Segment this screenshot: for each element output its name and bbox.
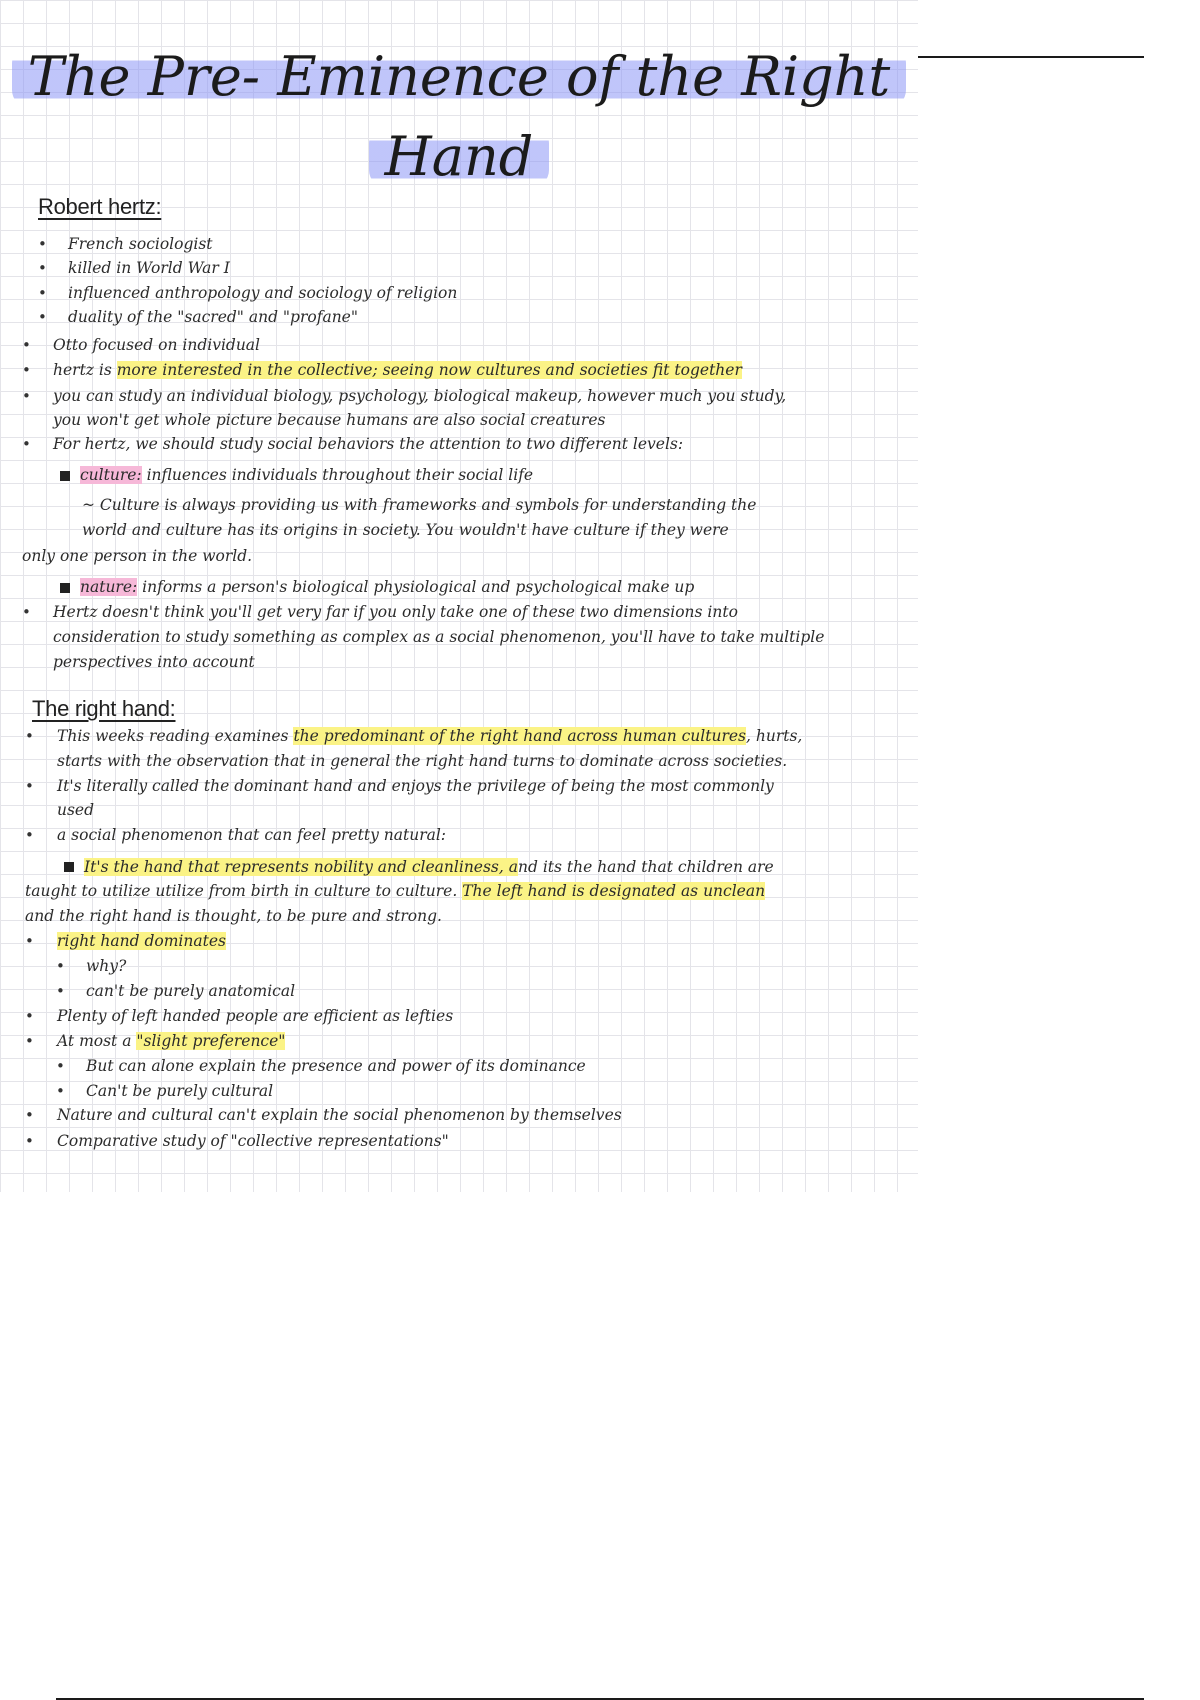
sub-item: It's the hand that represents nobility and cleanliness, and its the hand that children are	[84, 858, 774, 876]
list-item: Hertz doesn't think you'll get very far if you only take one of these two dimensions into	[53, 603, 738, 621]
list-item: French sociologist	[68, 235, 213, 253]
bullet: •	[25, 826, 34, 844]
sub-list-item: But can alone explain the presence and power of its dominance	[86, 1057, 586, 1075]
list-item: This weeks reading examines the predominant of the right hand across human cultures, hurts,	[57, 727, 803, 745]
list-item: Comparative study of "collective representations"	[57, 1132, 449, 1150]
culture-detail: ~ Culture is always providing us with frameworks and symbols for understanding the	[82, 496, 757, 514]
bullet: •	[38, 235, 47, 253]
highlight-yellow: It's the hand that represents nobility and cleanliness, a	[84, 858, 518, 876]
list-item-continued: starts with the observation that in general the right hand turns to dominate across societies.	[57, 752, 788, 770]
sub-list-item: why?	[86, 957, 127, 975]
sub-list-item: Can't be purely cultural	[86, 1082, 274, 1100]
bullet: •	[38, 284, 47, 302]
highlight-yellow: the predominant of the right hand across human cultures	[293, 727, 746, 745]
list-item: Plenty of left handed people are efficient as lefties	[57, 1007, 454, 1025]
bullet: •	[22, 361, 31, 379]
sub-item-continued: taught to utilize utilize from birth in culture to culture. The left hand is designated as unclean	[25, 882, 766, 900]
highlight-pink: nature:	[80, 578, 138, 596]
list-item: influenced anthropology and sociology of religion	[68, 284, 458, 302]
list-item: For hertz, we should study social behaviors the attention to two different levels:	[53, 435, 684, 453]
square-bullet	[60, 583, 70, 593]
highlight-yellow: "slight preference"	[136, 1032, 286, 1050]
culture-detail: only one person in the world.	[22, 547, 253, 565]
sub-list-item: can't be purely anatomical	[86, 982, 296, 1000]
list-item: Nature and cultural can't explain the social phenomenon by themselves	[57, 1106, 622, 1124]
bullet: •	[25, 1007, 34, 1025]
highlight-yellow: The left hand is designated as unclean	[462, 882, 766, 900]
list-item: It's literally called the dominant hand and enjoys the privilege of being the most commonly	[57, 777, 774, 795]
bullet: •	[25, 1132, 34, 1150]
list-item: At most a "slight preference"	[57, 1032, 286, 1050]
bullet: •	[38, 259, 47, 277]
page-title-line-1: The Pre- Eminence of the Right	[0, 50, 918, 104]
bullet: •	[25, 727, 34, 745]
bullet: •	[22, 336, 31, 354]
square-bullet	[60, 471, 70, 481]
list-item: hertz is more interested in the collective; seeing now cultures and societies fit together	[53, 361, 742, 379]
list-item-continued: you won't get whole picture because humans are also social creatures	[53, 411, 606, 429]
list-item: killed in World War I	[68, 259, 230, 277]
bullet: •	[56, 957, 65, 975]
bullet: •	[25, 932, 34, 950]
bullet: •	[22, 387, 31, 405]
list-item-continued: perspectives into account	[53, 653, 255, 671]
list-item-continued: consideration to study something as complex as a social phenomenon, you'll have to take multiple	[53, 628, 825, 646]
list-item: a social phenomenon that can feel pretty natural:	[57, 826, 447, 844]
list-item: Otto focused on individual	[53, 336, 261, 354]
bullet: •	[56, 1082, 65, 1100]
bullet: •	[22, 603, 31, 621]
list-item-continued: used	[57, 801, 95, 819]
footer-rule	[56, 1698, 1144, 1700]
highlight-pink: culture:	[80, 466, 142, 484]
culture-detail: world and culture has its origins in society. You wouldn't have culture if they were	[82, 521, 729, 539]
bullet: •	[38, 308, 47, 326]
section-heading-robert-hertz: Robert hertz:	[38, 194, 162, 219]
highlight-yellow: right hand dominates	[57, 932, 226, 950]
bullet: •	[25, 777, 34, 795]
list-item	[57, 932, 226, 951]
header-rule	[918, 56, 1144, 58]
bullet: •	[56, 1057, 65, 1075]
sub-item-continued: and the right hand is thought, to be pure and strong.	[25, 907, 442, 925]
bullet: •	[22, 435, 31, 453]
list-item: duality of the "sacred" and "profane"	[68, 308, 358, 326]
sub-item-nature: nature: informs a person's biological physiological and psychological make up	[80, 578, 695, 596]
bullet: •	[56, 982, 65, 1000]
section-heading-right-hand: The right hand:	[32, 696, 176, 721]
square-bullet	[64, 862, 74, 872]
page-title-line-2: Hand	[0, 130, 918, 184]
sub-item-culture: culture: influences individuals throughout their social life	[80, 466, 534, 484]
bullet: •	[25, 1032, 34, 1050]
bullet: •	[25, 1106, 34, 1124]
highlight-yellow: more interested in the collective; seeing now cultures and societies fit together	[116, 361, 742, 379]
list-item: you can study an individual biology, psychology, biological makeup, however much you study,	[53, 387, 787, 405]
